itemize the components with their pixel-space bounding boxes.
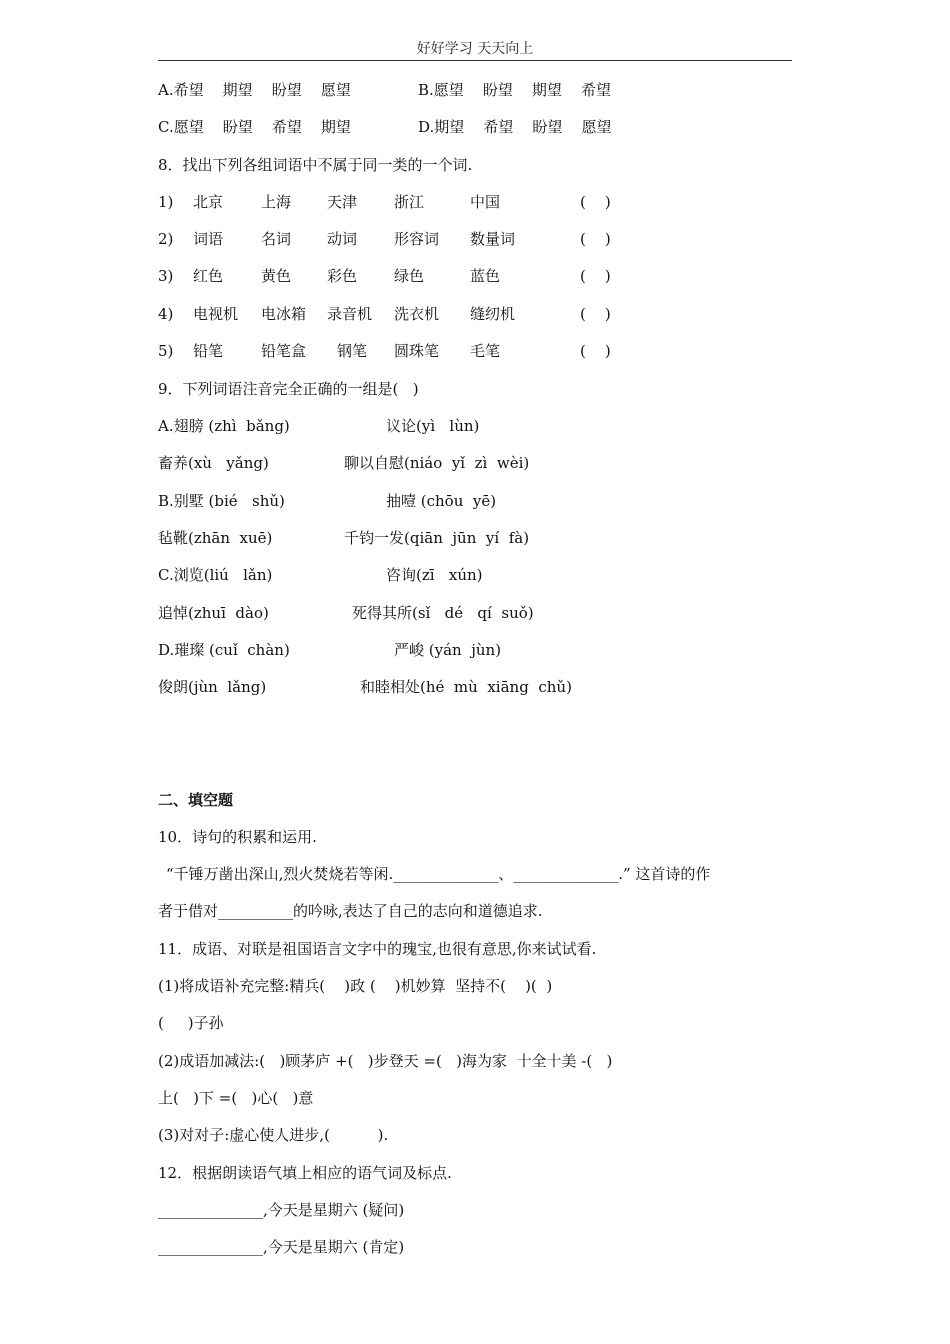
q8-word: 铅笔盒 (261, 342, 307, 360)
q12-line-1: ______________,今天是星期六 (疑问) (158, 1201, 405, 1219)
q9-line-right: 抽噎 (chōu yē) (386, 492, 497, 510)
q8-title: 8．找出下列各组词语中不属于同一类的一个词. (158, 156, 473, 174)
q8-answer-blank: ( ) (580, 267, 611, 285)
q8-answer-blank: ( ) (580, 230, 611, 248)
q9-line-left: B.别墅 (bié shǔ) (158, 492, 285, 510)
q8-word: 绿色 (394, 267, 425, 285)
q8-answer-blank: ( ) (580, 305, 611, 323)
q9-line-right: 和睦相处(hé mù xiāng chǔ) (360, 678, 572, 696)
q8-word: 词语 (193, 230, 224, 248)
q8-word: 铅笔 (193, 342, 224, 360)
q8-row-num: 5) (158, 342, 174, 360)
q9-line-left: 俊朗(jùn lǎng) (158, 678, 267, 696)
q8-answer-blank: ( ) (580, 193, 611, 211)
q8-word: 中国 (470, 193, 501, 211)
q8-answer-blank: ( ) (580, 342, 611, 360)
q9-line-left: D.璀璨 (cuǐ chàn) (158, 641, 290, 659)
q8-word: 红色 (193, 267, 224, 285)
q9-title: 9．下列词语注音完全正确的一组是( ) (158, 380, 419, 398)
q8-word: 动词 (327, 230, 358, 248)
q9-line-left: A.翅膀 (zhì bǎng) (158, 417, 290, 435)
q9-line-right: 严峻 (yán jùn) (394, 641, 502, 659)
q9-line-left: 毡靴(zhān xuē) (158, 529, 273, 547)
q12-title: 12．根据朗读语气填上相应的语气词及标点. (158, 1164, 452, 1182)
section-title: 二、填空题 (158, 791, 234, 809)
q8-word: 钢笔 (337, 342, 368, 360)
q10-line-2: 者于借对__________的吟咏,表达了自己的志向和道德追求. (158, 902, 543, 920)
q10-line-1: “千锤万凿出深山,烈火焚烧若等闲.______________、______________.” 这首诗的作 (166, 865, 711, 883)
q9-line-left: 追悼(zhuī dào) (158, 604, 269, 622)
q7-option-b: B.愿望 盼望 期望 希望 (418, 81, 612, 99)
q8-word: 数量词 (470, 230, 516, 248)
q8-word: 浙江 (394, 193, 425, 211)
q9-line-left: 畜养(xù yǎng) (158, 454, 269, 472)
q9-line-right: 咨询(zī xún) (386, 566, 483, 584)
q7-option-d: D.期望 希望 盼望 愿望 (418, 118, 612, 136)
q8-row-num: 2) (158, 230, 174, 248)
q11-part1-line1: (1)将成语补充完整:精兵( )政 ( )机妙算 坚持不( )( ) (158, 977, 553, 995)
q9-line-left: C.浏览(liú lǎn) (158, 566, 273, 584)
q8-word: 上海 (261, 193, 292, 211)
q8-row-num: 1) (158, 193, 174, 211)
q8-word: 毛笔 (470, 342, 501, 360)
q8-word: 天津 (327, 193, 358, 211)
q7-option-c: C.愿望 盼望 希望 期望 (158, 118, 351, 136)
q8-word: 黄色 (261, 267, 292, 285)
q9-line-right: 死得其所(sǐ dé qí suǒ) (352, 604, 534, 622)
q8-word: 北京 (193, 193, 224, 211)
q8-row-num: 4) (158, 305, 174, 323)
q8-word: 缝纫机 (470, 305, 516, 323)
q9-line-right: 千钧一发(qiān jūn yí fà) (344, 529, 530, 547)
q8-word: 蓝色 (470, 267, 501, 285)
q11-title: 11．成语、对联是祖国语言文字中的瑰宝,也很有意思,你来试试看. (158, 940, 597, 958)
q8-word: 形容词 (394, 230, 440, 248)
q12-line-2: ______________,今天是星期六 (肯定) (158, 1238, 405, 1256)
q9-line-right: 聊以自慰(niáo yǐ zì wèi) (344, 454, 530, 472)
q7-option-a: A.希望 期望 盼望 愿望 (158, 81, 351, 99)
q11-part2-line1: (2)成语加减法:( )顾茅庐 +( )步登天 =( )海为家 十全十美 -( ) (158, 1052, 613, 1070)
q8-word: 彩色 (327, 267, 358, 285)
q8-word: 电视机 (193, 305, 239, 323)
q8-word: 录音机 (327, 305, 373, 323)
header-divider (158, 60, 792, 61)
q8-word: 电冰箱 (261, 305, 307, 323)
q10-title: 10．诗句的积累和运用. (158, 828, 317, 846)
q8-word: 名词 (261, 230, 292, 248)
q11-part3: (3)对对子:虚心使人进步,( ). (158, 1126, 389, 1144)
q8-word: 洗衣机 (394, 305, 440, 323)
q11-part2-line2: 上( )下 =( )心( )意 (158, 1089, 314, 1107)
q8-row-num: 3) (158, 267, 174, 285)
q11-part1-line2: ( )子孙 (158, 1014, 224, 1032)
page-header: 好好学习 天天向上 (416, 41, 534, 57)
q8-word: 圆珠笔 (394, 342, 440, 360)
q9-line-right: 议论(yì lùn) (386, 417, 480, 435)
